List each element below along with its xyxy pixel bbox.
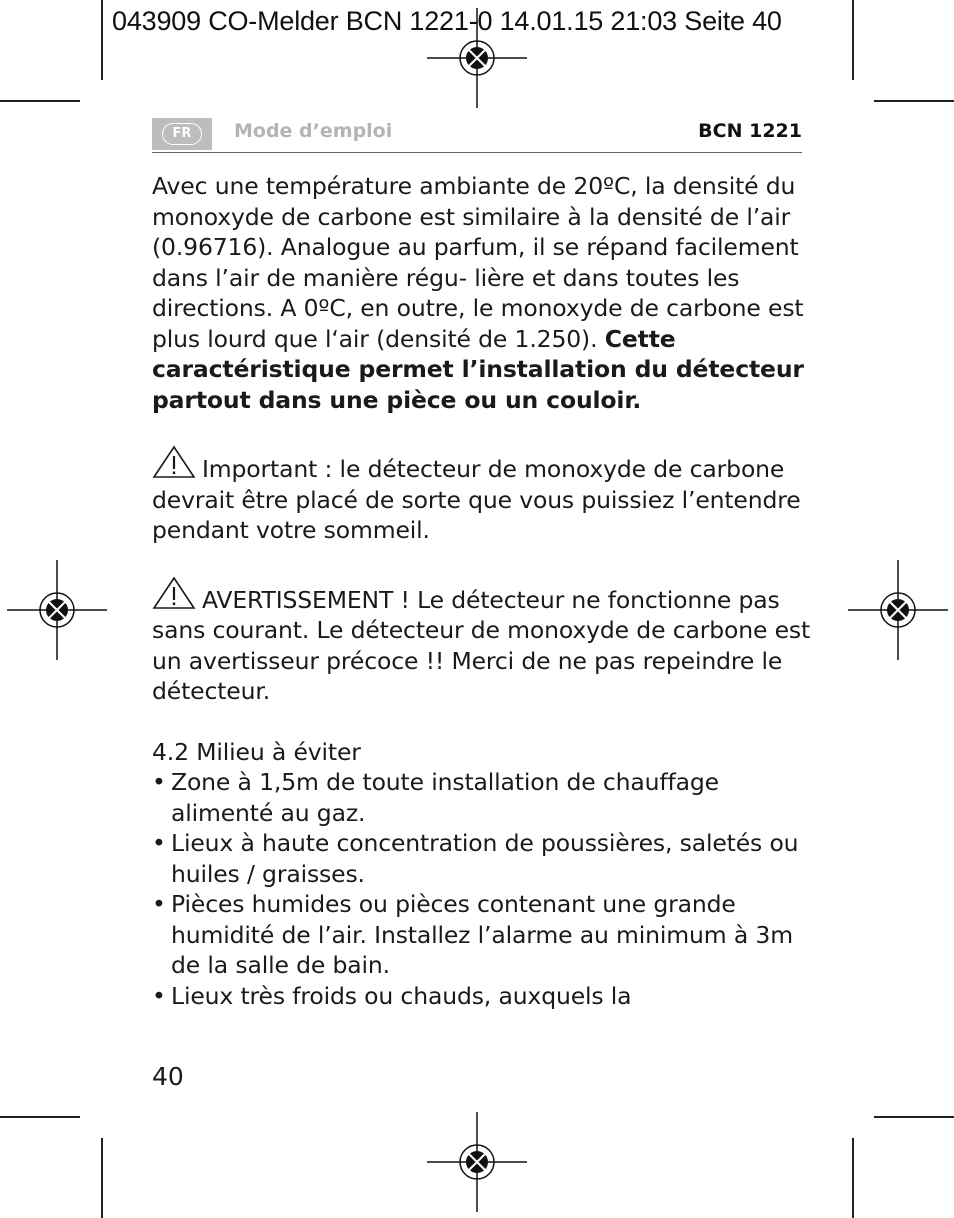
crop-mark-bottom-left-vertical bbox=[101, 1138, 103, 1218]
list-item: • Zone à 1,5m de toute installation de chauffage alimenté au gaz. bbox=[152, 768, 719, 827]
list-item: • Lieux très froids ou chauds, auxquels la bbox=[152, 981, 632, 1010]
crop-mark-bottom-right-horizontal bbox=[874, 1116, 954, 1118]
bullet-icon: • bbox=[152, 890, 166, 918]
warning-triangle-icon bbox=[152, 445, 196, 479]
bullet-list bbox=[152, 767, 812, 1011]
print-slug: 043909 CO-Melder BCN 1221-0 14.01.15 21:03 Seite 40 bbox=[112, 6, 782, 36]
registration-mark-bottom-icon bbox=[427, 1112, 527, 1212]
intro-bold-text: Cette caractéristique permet l’installation du détecteur partout dans une pièce ou un couloir. bbox=[152, 324, 804, 414]
doc-title: Mode d’emploi bbox=[234, 120, 393, 142]
language-badge bbox=[152, 118, 212, 150]
list-item: • Pièces humides ou pièces contenant une grande humidité de l’air. Installez l’alarme au minimum à 3m de la salle de bain. bbox=[152, 890, 793, 979]
registration-mark-left-icon bbox=[7, 560, 107, 660]
registration-mark-top-icon bbox=[427, 8, 527, 108]
intro-paragraph bbox=[152, 171, 812, 415]
crop-mark-top-left-horizontal bbox=[0, 100, 80, 102]
important-notice bbox=[152, 445, 812, 546]
warning-triangle-icon bbox=[152, 576, 196, 610]
crop-mark-top-left-vertical bbox=[101, 0, 103, 80]
page-content bbox=[152, 171, 812, 1011]
crop-mark-bottom-right-vertical bbox=[852, 1138, 854, 1218]
bullet-icon: • bbox=[152, 768, 166, 796]
crop-mark-top-right-horizontal bbox=[874, 100, 954, 102]
list-item: • Lieux à haute concentration de poussières, saletés ou huiles / graisses. bbox=[152, 829, 799, 888]
warning-text: AVERTISSEMENT ! Le détecteur ne fonctionne pas sans courant. Le détecteur de monoxyde de carbone est un avertisseur précoce !! Merci de ne pas repeindre le détecteur. bbox=[152, 585, 811, 705]
model-number: BCN 1221 bbox=[698, 120, 802, 142]
registration-mark-right-icon bbox=[848, 560, 948, 660]
warning-notice bbox=[152, 576, 812, 707]
bullet-icon: • bbox=[152, 829, 166, 857]
intro-text: Avec une température ambiante de 20ºC, la densité du monoxyde de carbone est similaire à la densité de l’air (0.96716). Analogue au parfum, il se répand facilement dans l’air de manière régu- lière et dans toutes les directions. A 0ºC, en outre, le monoxyde de carbone est plus lourd que l‘air (densité de 1.250). bbox=[152, 172, 804, 353]
crop-mark-top-right-vertical bbox=[852, 0, 854, 80]
important-text: Important : le détecteur de monoxyde de carbone devrait être placé de sorte que vous puissiez l’entendre pendant votre sommeil. bbox=[152, 455, 801, 544]
language-badge-label: FR bbox=[162, 123, 202, 145]
crop-mark-bottom-left-horizontal bbox=[0, 1116, 80, 1118]
page-number: 40 bbox=[152, 1062, 184, 1091]
section-heading: 4.2 Milieu à éviter bbox=[152, 737, 361, 766]
page-header bbox=[152, 116, 802, 153]
bullet-icon: • bbox=[152, 981, 166, 1010]
